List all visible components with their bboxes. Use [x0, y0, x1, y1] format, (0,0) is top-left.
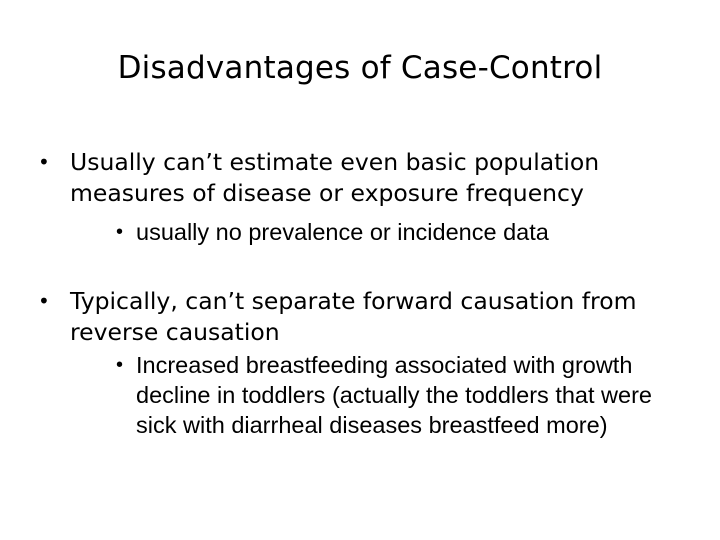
bullet-item: [38, 147, 698, 209]
bullet-text: Usually can’t estimate even basic population measures of disease or exposure frequency: [70, 148, 600, 207]
bullet-icon: •: [116, 221, 124, 243]
bullet-list: [38, 147, 698, 440]
bullet-icon: •: [38, 150, 50, 174]
bullet-icon: •: [116, 354, 124, 376]
sub-bullet-item: [116, 217, 656, 247]
sub-bullet-text: usually no prevalence or incidence data: [136, 219, 549, 245]
bullet-item: [38, 286, 698, 348]
sub-bullet-text: Increased breastfeeding associated with growth decline in toddlers (actually the toddlers that were sick with diarrheal diseases breastfeed more): [136, 352, 652, 438]
sub-bullet-item: [116, 350, 656, 440]
slide-title: Disadvantages of Case-Control: [117, 50, 603, 86]
bullet-icon: •: [38, 289, 50, 313]
bullet-text: Typically, can’t separate forward causation from reverse causation: [70, 287, 637, 346]
